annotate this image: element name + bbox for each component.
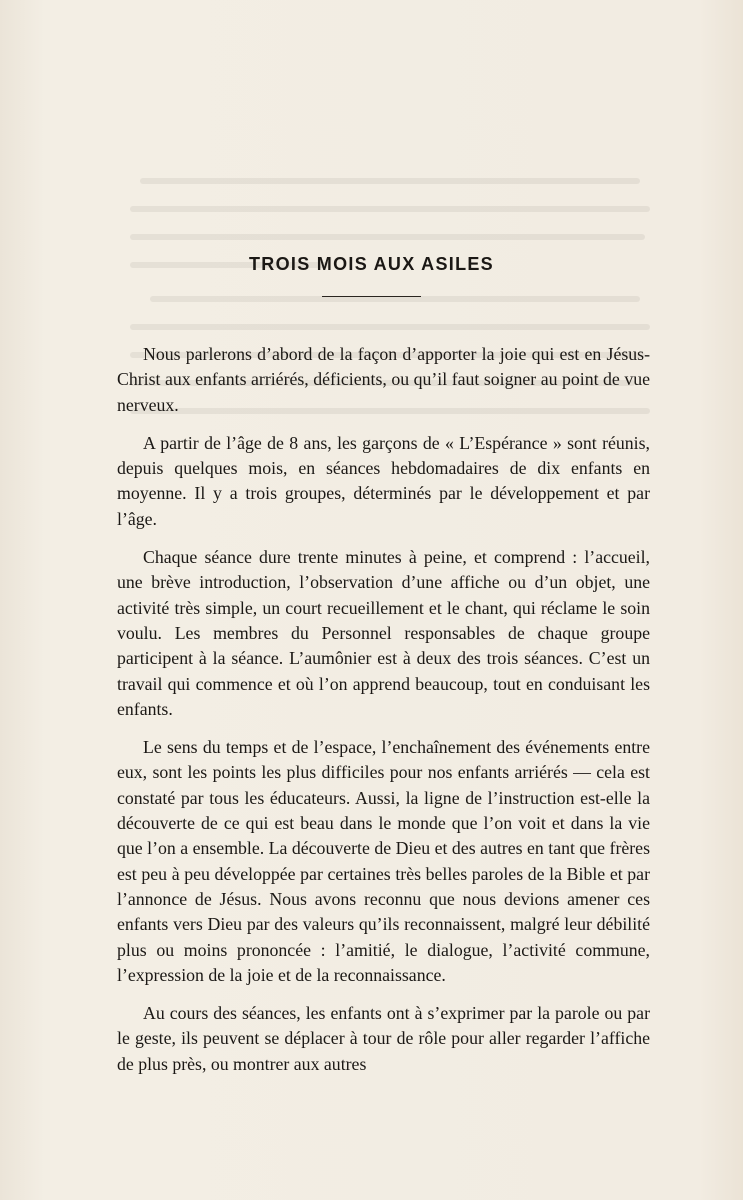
paragraph: Nous parlerons d’abord de la façon d’apporter la joie qui est en Jésus-Christ aux enfants arriérés, déficients, ou qu’il faut soigner au point de vue nerveux. bbox=[117, 344, 650, 415]
paragraph: Chaque séance dure trente minutes à peine, et comprend : l’accueil, une brève introduction, l’observation d’une affiche ou d’un objet, une activité très simple, un court recueillement et le chant, qui réclame le soin voulu. Les membres du Personnel responsables de chaque groupe participent à la séance. L’aumônier est à deux des trois séances. C’est un travail qui commence et où l’on apprend beaucoup, tout en conduisant les enfants. bbox=[117, 547, 650, 719]
paragraph: Au cours des séances, les enfants ont à s’exprimer par la parole ou par le geste, ils peuvent se déplacer à tour de rôle pour aller regarder l’affiche de plus près, ou montrer aux autres bbox=[117, 1003, 650, 1074]
title-divider bbox=[322, 296, 421, 297]
page-title: TROIS MOIS AUX ASILES bbox=[249, 254, 494, 274]
paragraph: Le sens du temps et de l’espace, l’enchaînement des événements entre eux, sont les points les plus difficiles pour nos enfants arriérés — cela est constaté par tous les éducateurs. Aussi, la ligne de l’instruction est-elle la découverte de ce qui est beau dans le monde que l’on voit et dans la vie que l’on a ensemble. La découverte de Dieu et des autres en tant que frères est peu à peu développée par certaines très belles paroles de la Bible et par l’annonce de Jésus. Nous avons reconnu que nous devions amener ces enfants vers Dieu par des valeurs qu’ils reconnaissent, malgré leur débilité plus ou moins prononcée : l’amitié, le dialogue, l’activité commune, l’expression de la joie et de la reconnaissance. bbox=[117, 737, 650, 985]
paragraph: A partir de l’âge de 8 ans, les garçons de « L’Espérance » sont réunis, depuis quelques mois, en séances hebdomadaires de dix enfants en moyenne. Il y a trois groupes, déterminés par le développement et par l’âge. bbox=[117, 432, 650, 529]
body-text bbox=[117, 342, 650, 1090]
